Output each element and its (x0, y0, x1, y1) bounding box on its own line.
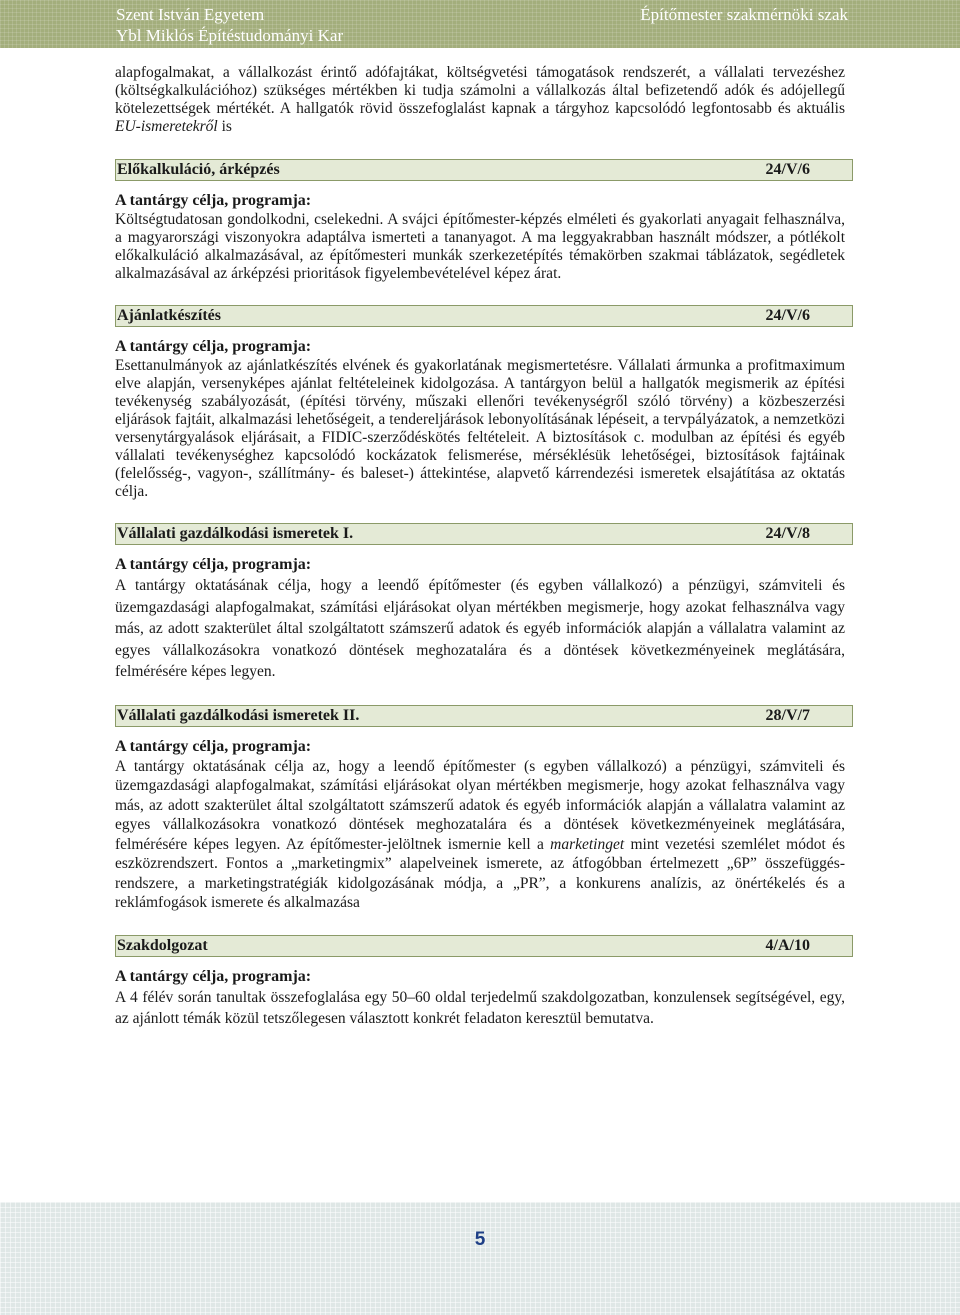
section-code: 28/V/7 (765, 706, 810, 724)
university-name: Szent István Egyetem (116, 5, 265, 24)
intro-text: alapfogalmakat, a vállalkozást érintő adófajtákat, költségvetési támogatások rendszerét, a vállalati tervezéshez (költségkalkulációhoz) szükséges mértékben ki tudja számolni a vállalkozás által befizetendő adók és adójellegű kötelezettségek mértékét. A hallgatók rövid összefoglalást kapnak a tárgyhoz kapcsolódó legfontosabb és aktuális (115, 64, 845, 117)
section-text (115, 757, 845, 913)
intro-paragraph (115, 64, 845, 136)
section-heading (115, 705, 853, 727)
section-szakdolgozat (115, 935, 845, 1030)
program-name: Építőmester szakmérnöki szak (640, 5, 848, 24)
section-text-a: A tantárgy oktatásának célja az, hogy a leendő építőmester (s egyben vállalkozó) a pénzügyi, számviteli és üzemgazdasági alapfogalmakat, számítási eljárásokat olyan mértékben megismerje, hogy azokat felhasználva vagy más, az adott szakterület által szolgáltatott számszerű adatok és egyéb információk alapján a vállalatra valamint az egyes vállalkozásokra vonatkozó döntések meghozatalára és a döntések következményeinek meglátására, felmérésére képes legyen. Az építőmester-jelöltnek ismernie kell a (115, 757, 845, 853)
section-text: A 4 félév során tanultak összefoglalása egy 50–60 oldal terjedelmű szakdolgozatban, konzulensek segítségével, egy, az ajánlott témák közül tetszőlegesen választott konkrét feladaton keresztül bemutatva. (115, 988, 845, 1027)
section-title: Vállalati gazdálkodási ismeretek II. (117, 706, 360, 724)
section-text: Költségtudatosan gondolkodni, cselekedni. A svájci építőmester-képzés elméleti és gyakorlati anyagait felhasználva, a magyarországi viszonyokra adaptálva ismerteti a tananyagot. A ma leggyakrabban használt módszer, a pótlékolt előkalkuláció alkalmazásával, az építőmesteri munkák szerkezetépítés témakörben szakmai táblázatok, segédletek alkalmazásával az árképzési prioritások figyelembevételével képez árat. (115, 211, 845, 282)
section-title: Szakdolgozat (117, 936, 208, 954)
section-text: A tantárgy oktatásának célja, hogy a leendő építőmester (és egyben vállalkozó) a pénzügyi, számviteli és üzemgazdasági alapfogalmakat, számítási eljárásokat olyan mértékben megismerje, hogy azokat felhasználva vagy más, az adott szakterület által szolgáltatott számszerű adatok és egyéb információk alapján a vállalatra valamint az egyes vállalkozásokra vonatkozó döntések meghozatalára és a döntések következményeinek meglátására, felmérésére képes legyen. (115, 577, 845, 680)
faculty-name: Ybl Miklós Építéstudományi Kar (116, 26, 344, 45)
intro-italic: EU-ismeretekről (115, 118, 218, 135)
intro-tail: is (217, 118, 232, 135)
section-heading (115, 305, 853, 327)
section-title: Ajánlatkészítés (117, 307, 221, 324)
section-code: 24/V/6 (765, 161, 810, 178)
page-footer (0, 1202, 960, 1315)
goal-label: A tantárgy célja, programja: (115, 192, 312, 209)
section-code: 24/V/8 (765, 525, 810, 542)
section-title: Vállalati gazdálkodási ismeretek I. (117, 525, 354, 542)
section-heading (115, 523, 853, 545)
page-number: 5 (474, 1229, 486, 1250)
goal-label: A tantárgy célja, programja: (115, 737, 312, 755)
header-left (116, 4, 343, 46)
section-heading (115, 159, 853, 181)
section-gazdalkodas-1 (115, 523, 845, 683)
section-elokalkulacio (115, 159, 845, 283)
section-text: Esettanulmányok az ajánlatkészítés elvének és gyakorlatának megismertetésre. Vállalati ármunka a profitmaximum elve alapján, versenyképes ajánlat feltételeinek kidolgozása. A tantárgyon belül a hallgatók megismerik az építési tevékenység szabályozását, (építési törvény, műszaki ellenőri tevékenységről szóló törvény) a közbeszerzési eljárások fajtáit, alkalmazási lehetőségeit, a tendereljárások lebonyolításának lépéseit, a tervpályázatok, a nemzetközi versenytárgyalások eljárásait, a FIDIC-szerződéskötés feltételeit. A biztosítások c. modulban az építési és egyéb vállalati tevékenységhez kapcsolódó kockázatok felismerése, mérséklésük lehetőségei, biztosítások fajtáinak (felelősség-, vagyon-, szállítmány- és baleset-) áttekintése, alapvető kárrendezési ismeretek elsajátítása az oktatás célja. (115, 357, 845, 500)
goal-label: A tantárgy célja, programja: (115, 338, 312, 355)
section-text-b: mint vezetési szemlélet módot és eszközrendszert. Fontos a „marketingmix” alapelveinek ismerete, az átfogóbban értelmezett „6P” összefüggés-rendszere, a marketingstratégiák kidolgozásának módja, a „PR”, a konkurens analízis, az önértékelés és a reklámfogások ismerete és alkalmazása (115, 835, 845, 911)
section-code: 4/A/10 (765, 936, 810, 954)
section-ajanlatkeszites (115, 305, 845, 501)
page-header (0, 0, 960, 48)
section-code: 24/V/6 (765, 307, 810, 324)
section-heading (115, 935, 853, 957)
document-body (115, 64, 845, 1030)
section-italic: marketinget (550, 835, 625, 853)
section-title: Előkalkuláció, árképzés (117, 161, 280, 178)
section-gazdalkodas-2 (115, 705, 845, 913)
goal-label: A tantárgy célja, programja: (115, 556, 312, 573)
goal-label: A tantárgy célja, programja: (115, 967, 312, 985)
